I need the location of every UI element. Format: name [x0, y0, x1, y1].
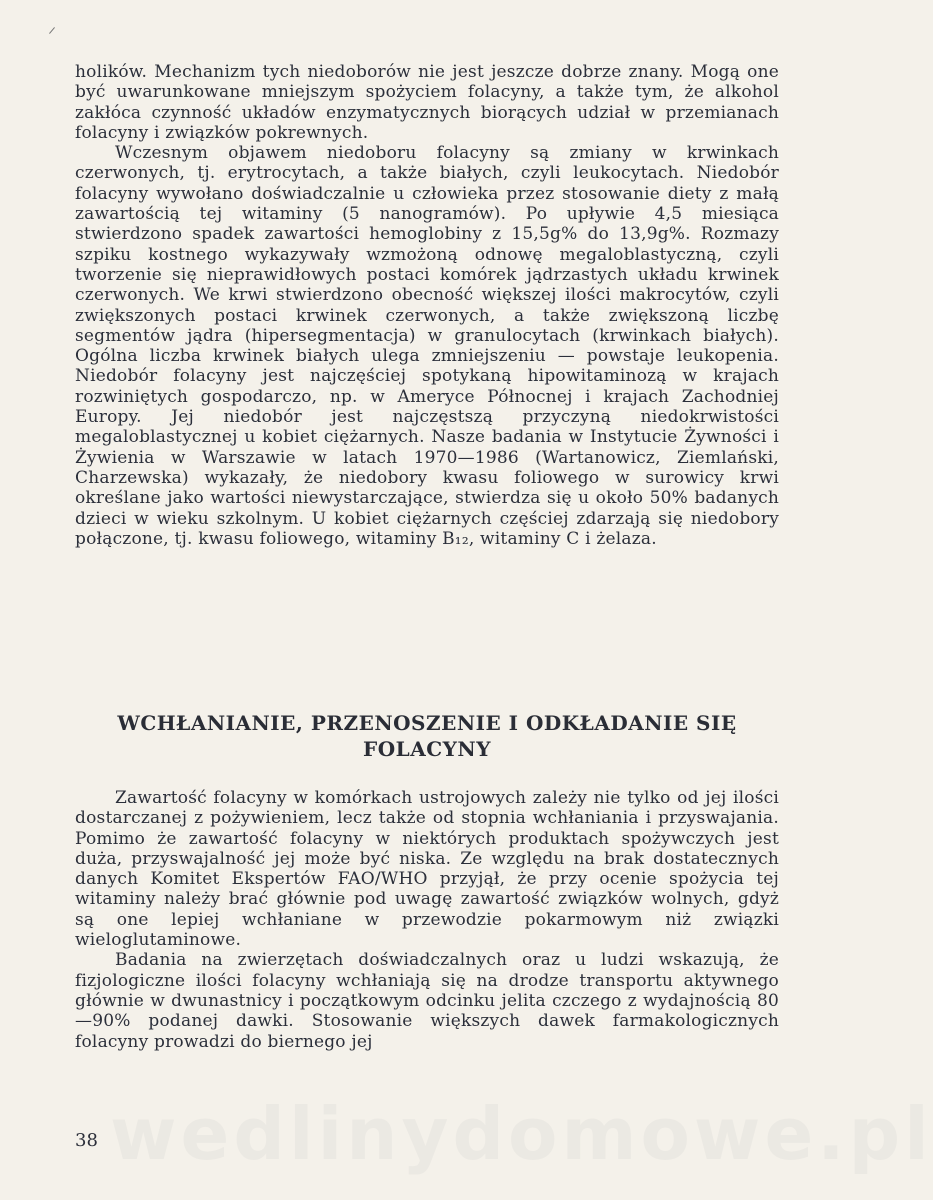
section-heading [75, 710, 779, 762]
bottom-text-block [75, 788, 779, 1052]
paragraph-continuation: holików. Mechanizm tych niedoborów nie jest jeszcze dobrze znany. Mogą one być uwarunkowane mniejszym spożyciem folacyny, a także tym, że alkohol zakłóca czynność układów enzymatycznych biorących udział w przemianach folacyny i związków pokrewnych. [75, 62, 779, 143]
paragraph-transport: Badania na zwierzętach doświadczalnych oraz u ludzi wskazują, że fizjologiczne ilości folacyny wchłaniają się na drodze transportu aktywnego głównie w dwunastnicy i początkowym odcinku jelita czczego z wydajnością 80—90% podanej dawki. Stosowanie większych dawek farmakologicznych folacyny prowadzi do biernego jej [75, 950, 779, 1052]
watermark: wedlinydomowe.pl [110, 1092, 933, 1176]
page-number: 38 [75, 1130, 98, 1151]
top-text-block [75, 62, 779, 549]
pencil-mark [49, 27, 55, 34]
paragraph-absorption: Zawartość folacyny w komórkach ustrojowych zależy nie tylko od jej ilości dostarczanej z pożywieniem, lecz także od stopnia wchłaniania i przyswajania. Pomimo że zawartość folacyny w niektórych produktach spożywczych jest duża, przyswajalność jej może być niska. Ze względu na brak dostatecznych danych Komitet Ekspertów FAO/WHO przyjął, że przy ocenie spożycia tej witaminy należy brać głównie pod uwagę zawartość związków wolnych, gdyż są one lepiej wchłaniane w przewodzie pokarmowym niż związki wieloglutaminowe. [75, 788, 779, 951]
section-heading-line1: WCHŁANIANIE, PRZENOSZENIE I ODKŁADANIE SIĘ [117, 711, 737, 735]
paragraph-deficiency-symptoms: Wczesnym objawem niedoboru folacyny są zmiany w krwinkach czerwonych, tj. erytrocytach, a także białych, czyli leukocytach. Niedobór folacyny wywołano doświadczalnie u człowieka przez stosowanie diety z małą zawartością tej witaminy (5 nanogramów). Po upływie 4,5 miesiąca stwierdzono spadek zawartości hemoglobiny z 15,5g% do 13,9g%. Rozmazy szpiku kostnego wykazywały wzmożoną odnowę megaloblastyczną, czyli tworzenie się nieprawidłowych postaci komórek jądrzastych układu krwinek czerwonych. We krwi stwierdzono obecność większej ilości makrocytów, czyli zwiększonych postaci krwinek czerwonych, a także zwiększoną liczbę segmentów jądra (hipersegmentacja) w granulocytach (krwinkach białych). Ogólna liczba krwinek białych ulega zmniejszeniu — powstaje leukopenia. Niedobór folacyny jest najczęściej spotykaną hipowitaminozą w krajach rozwiniętych gospodarczo, np. w Ameryce Północnej i krajach Zachodniej Europy. Jej niedobór jest najczęstszą przyczyną niedokrwistości megaloblastycznej u kobiet ciężarnych. Nasze badania w Instytucie Żywności i Żywienia w Warszawie w latach 1970—1986 (Wartanowicz, Ziemlański, Charzewska) wykazały, że niedobory kwasu foliowego w surowicy krwi określane jako wartości niewystarczające, stwierdza się u około 50% badanych dzieci w wieku szkolnym. U kobiet ciężarnych częściej zdarzają się niedobory połączone, tj. kwasu foliowego, witaminy B₁₂, witaminy C i żelaza. [75, 143, 779, 549]
section-heading-line2: FOLACYNY [363, 737, 491, 761]
